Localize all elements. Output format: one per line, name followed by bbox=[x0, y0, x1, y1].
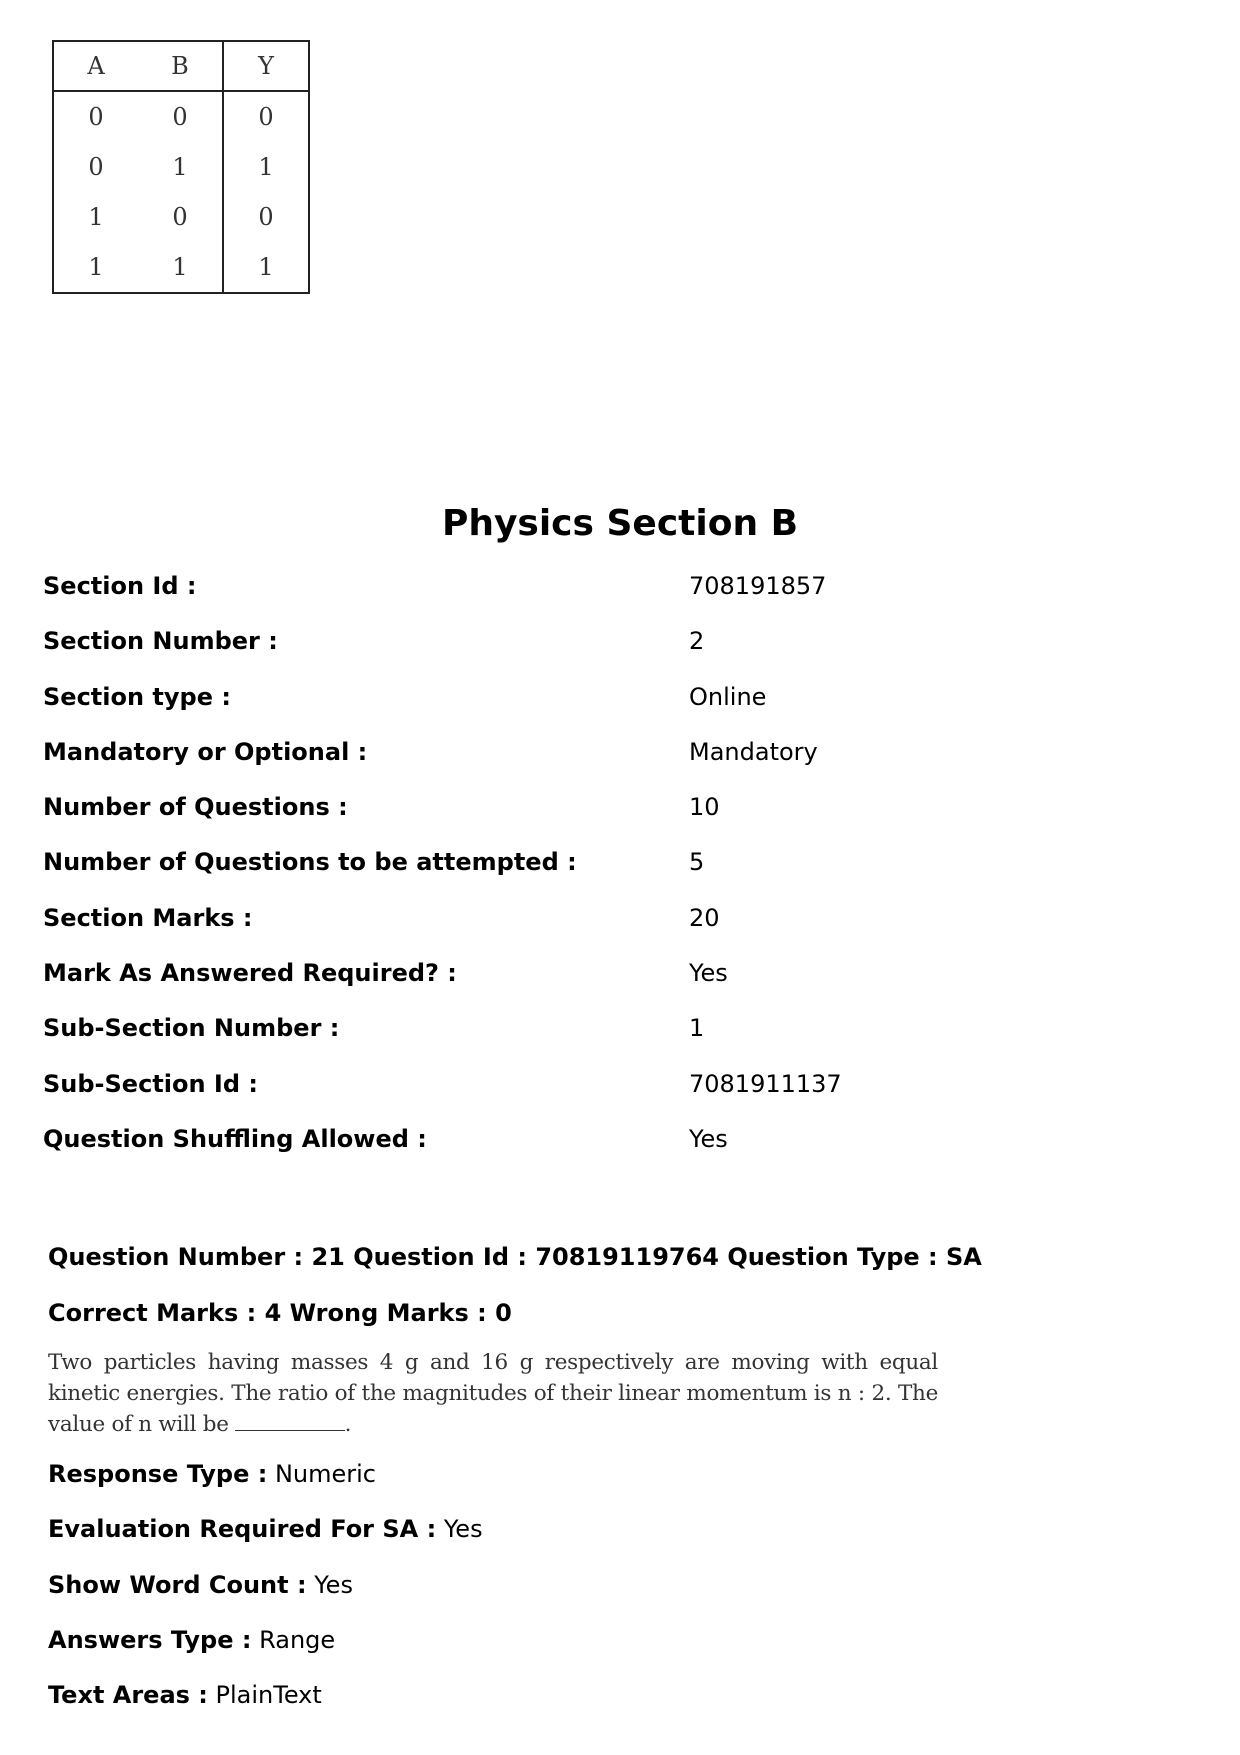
field-label: Section Marks : bbox=[43, 903, 253, 932]
truth-table-cell: 0 bbox=[88, 103, 104, 131]
property-value: Numeric bbox=[274, 1460, 376, 1488]
question-text-image bbox=[48, 1347, 938, 1440]
truth-table-cell: 1 bbox=[172, 253, 188, 281]
truth-table-header: B bbox=[138, 41, 223, 91]
question-marks: Correct Marks : 4 Wrong Marks : 0 bbox=[48, 1299, 512, 1327]
property-value: PlainText bbox=[215, 1681, 322, 1710]
property-label: Answers Type : bbox=[48, 1625, 252, 1654]
truth-table-cell: 1 bbox=[88, 203, 104, 231]
field-label: Section Id : bbox=[43, 572, 197, 600]
truth-table bbox=[52, 40, 310, 294]
field-label: Mandatory or Optional : bbox=[43, 737, 368, 766]
truth-table-header: A bbox=[53, 41, 138, 91]
property-row bbox=[48, 1460, 1148, 1515]
truth-table-cell: 0 bbox=[172, 203, 188, 231]
field-label: Section type : bbox=[43, 682, 231, 711]
question-header: Question Number : 21 Question Id : 70819119764 Question Type : SA bbox=[48, 1243, 982, 1271]
property-label: Evaluation Required For SA : bbox=[48, 1515, 437, 1544]
section-field-row bbox=[43, 1125, 1143, 1180]
truth-table-cell: 0 bbox=[223, 91, 309, 142]
truth-table-row bbox=[53, 142, 309, 192]
field-label: Question Shuffling Allowed : bbox=[43, 1124, 427, 1153]
field-value: Yes bbox=[689, 1124, 728, 1153]
truth-table-row bbox=[53, 91, 309, 142]
section-field-row bbox=[43, 1070, 1143, 1125]
truth-table-row bbox=[53, 192, 309, 242]
section-field-row bbox=[43, 738, 1143, 793]
truth-table-cell: 1 bbox=[223, 142, 309, 192]
section-field-row bbox=[43, 793, 1143, 848]
property-row bbox=[48, 1571, 1148, 1626]
field-label: Mark As Answered Required? : bbox=[43, 959, 457, 988]
field-value: Mandatory bbox=[689, 737, 818, 766]
question-block bbox=[48, 1243, 1148, 1736]
field-value: 7081911137 bbox=[689, 1069, 842, 1098]
field-value: Yes bbox=[689, 959, 728, 988]
property-label: Response Type : bbox=[48, 1460, 268, 1488]
truth-table-cell: 0 bbox=[88, 153, 104, 181]
property-row bbox=[48, 1681, 1148, 1736]
section-field-row bbox=[43, 683, 1143, 738]
field-label: Sub-Section Id : bbox=[43, 1069, 258, 1098]
field-label: Number of Questions : bbox=[43, 793, 348, 822]
section-title: Physics Section B bbox=[441, 503, 799, 544]
field-label: Sub-Section Number : bbox=[43, 1014, 340, 1043]
field-value: 1 bbox=[689, 1014, 705, 1043]
field-value: 2 bbox=[689, 627, 705, 656]
field-value: 5 bbox=[689, 848, 705, 877]
field-value: Online bbox=[689, 682, 767, 711]
field-label: Section Number : bbox=[43, 627, 278, 656]
property-label: Text Areas : bbox=[48, 1681, 208, 1710]
section-field-row bbox=[43, 848, 1143, 903]
property-row bbox=[48, 1515, 1148, 1570]
truth-table-header: Y bbox=[223, 41, 309, 91]
truth-table-cell: 1 bbox=[88, 253, 104, 281]
property-label: Show Word Count : bbox=[48, 1570, 307, 1599]
property-row bbox=[48, 1626, 1148, 1681]
truth-table-cell: 1 bbox=[172, 153, 188, 181]
field-value: 708191857 bbox=[689, 572, 827, 600]
section-field-row bbox=[43, 572, 1143, 627]
truth-table-cell: 0 bbox=[172, 103, 188, 131]
question-text-end: . bbox=[344, 1412, 352, 1437]
field-label: Number of Questions to be attempted : bbox=[43, 848, 577, 877]
field-value: 20 bbox=[689, 903, 720, 932]
question-properties bbox=[48, 1460, 1148, 1736]
truth-table-row bbox=[53, 242, 309, 293]
field-value: 10 bbox=[689, 793, 720, 822]
truth-table-header-row bbox=[53, 41, 309, 91]
truth-table-cell: 0 bbox=[223, 192, 309, 242]
section-field-row bbox=[43, 1014, 1143, 1069]
truth-table-cell: 1 bbox=[223, 242, 309, 293]
property-value: Range bbox=[259, 1625, 336, 1654]
section-details bbox=[43, 572, 1143, 1180]
property-value: Yes bbox=[314, 1570, 353, 1599]
answer-blank bbox=[235, 1412, 345, 1431]
section-field-row bbox=[43, 627, 1143, 682]
section-field-row bbox=[43, 904, 1143, 959]
question-text: Two particles having masses 4 g and 16 g respectively are moving with equal kinetic energies. The ratio of the magnitudes of their linear momentum is n : 2. The value of n will be bbox=[48, 1350, 938, 1437]
property-value: Yes bbox=[443, 1515, 483, 1544]
truth-table-image bbox=[52, 40, 310, 294]
section-field-row bbox=[43, 959, 1143, 1014]
